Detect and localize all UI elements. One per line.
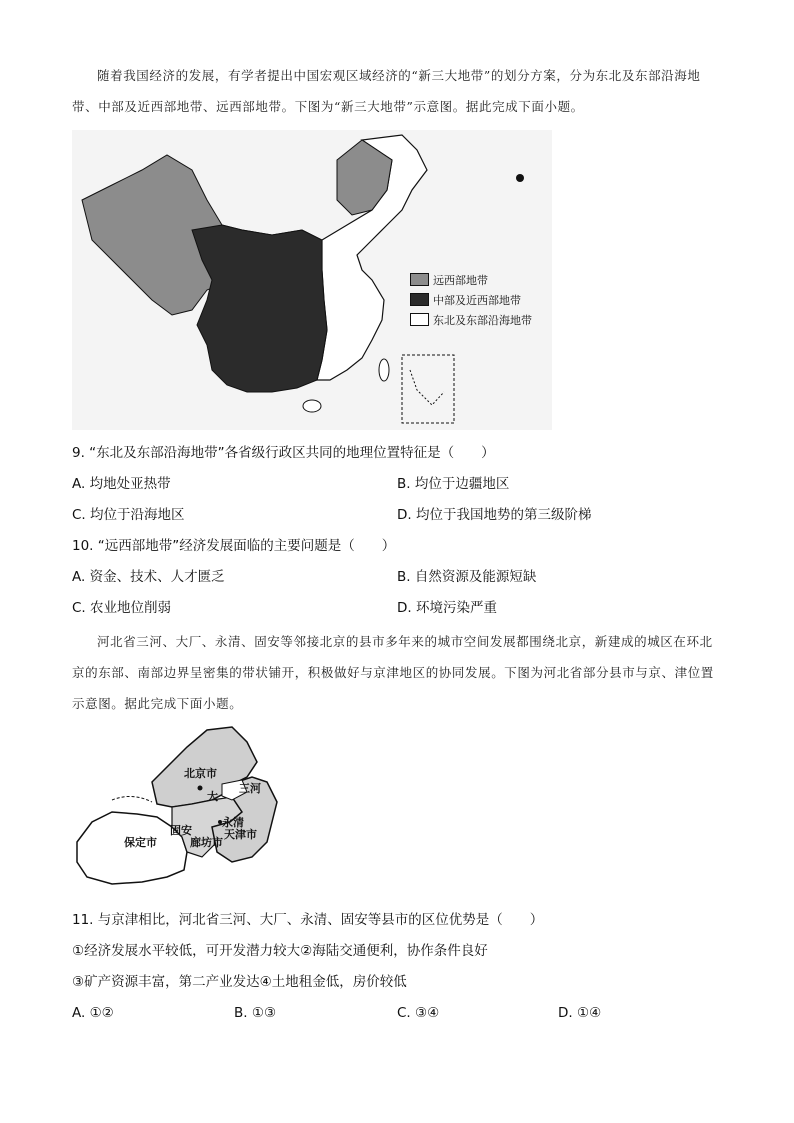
label-guan: 固安 — [170, 824, 192, 837]
q11-option-a[interactable]: A. ①② — [72, 1005, 114, 1021]
q9-option-c[interactable]: C. 均位于沿海地区 — [72, 507, 185, 523]
legend-far-west-label: 远西部地带 — [433, 274, 488, 287]
q9-option-d[interactable]: D. 均位于我国地势的第三级阶梯 — [397, 507, 592, 523]
legend-swatch-coastal — [410, 313, 429, 326]
q9-option-a[interactable]: A. 均地处亚热带 — [72, 476, 171, 492]
jingjinji-map — [72, 722, 287, 892]
q9-option-b[interactable]: B. 均位于边疆地区 — [397, 476, 510, 492]
legend-coastal-label: 东北及东部沿海地带 — [433, 314, 532, 327]
question-9-stem: 9. “东北及东部沿海地带”各省级行政区共同的地理位置特征是（ ） — [72, 445, 495, 461]
intro-paragraph-2: 河北省三河、大厂、永清、固安等邻接北京的县市多年来的城市空间发展都围绕北京，新建成的城区在环北京的东部、南部边界呈密集的带状铺开，积极做好与京津地区的协同发展。下图为河北省部分县市与京、津位置示意图。据此完成下面小题。 — [72, 634, 714, 711]
legend-far-west — [410, 272, 488, 288]
taiwan-island — [379, 359, 389, 381]
china-zones-map — [72, 130, 552, 430]
central-zone — [192, 225, 327, 392]
legend-central-label: 中部及近西部地带 — [433, 294, 521, 307]
label-langfang: 廊坊市 — [190, 836, 223, 849]
hainan-island — [303, 400, 321, 412]
label-beijing: 北京市 — [184, 767, 217, 780]
q10-option-c[interactable]: C. 农业地位削弱 — [72, 600, 172, 616]
label-yongqing: 永清 — [222, 816, 244, 829]
q11-option-c[interactable]: C. ③④ — [397, 1005, 440, 1021]
label-tianjin: 天津市 — [224, 828, 257, 841]
q10-option-b[interactable]: B. 自然资源及能源短缺 — [397, 569, 537, 585]
legend-central — [410, 292, 521, 308]
legend-swatch-central — [410, 293, 429, 306]
intro-paragraph-1: 随着我国经济的发展，有学者提出中国宏观区域经济的“新三大地带”的划分方案，分为东北及东部沿海地带、中部及近西部地带、远西部地带。下图为“新三大地带”示意图。据此完成下面小题。 — [72, 68, 701, 114]
q11-option-d[interactable]: D. ①④ — [558, 1005, 602, 1021]
label-sanhe: 三河 — [239, 782, 261, 795]
legend-swatch-far-west — [410, 273, 429, 286]
q10-option-d[interactable]: D. 环境污染严重 — [397, 600, 497, 616]
map-marker-dot — [516, 174, 524, 182]
jingjinji-map-svg — [72, 722, 287, 892]
q11-option-b[interactable]: B. ①③ — [234, 1005, 277, 1021]
legend-coastal — [410, 312, 532, 328]
beijing-capital-dot — [198, 786, 203, 791]
question-10-stem: 10. “远西部地带”经济发展面临的主要问题是（ ） — [72, 538, 396, 554]
q11-statement-line-2: ③矿产资源丰富，第二产业发达④土地租金低，房价较低 — [72, 974, 407, 990]
label-baoding: 保定市 — [124, 836, 157, 849]
q11-statement-line-1: ①经济发展水平较低，可开发潜力较大②海陆交通便利，协作条件良好 — [72, 943, 488, 959]
q10-option-a[interactable]: A. 资金、技术、人才匮乏 — [72, 569, 225, 585]
question-11-stem: 11. 与京津相比，河北省三河、大厂、永清、固安等县市的区位优势是（ ） — [72, 912, 544, 928]
label-da: 大 — [207, 790, 218, 803]
